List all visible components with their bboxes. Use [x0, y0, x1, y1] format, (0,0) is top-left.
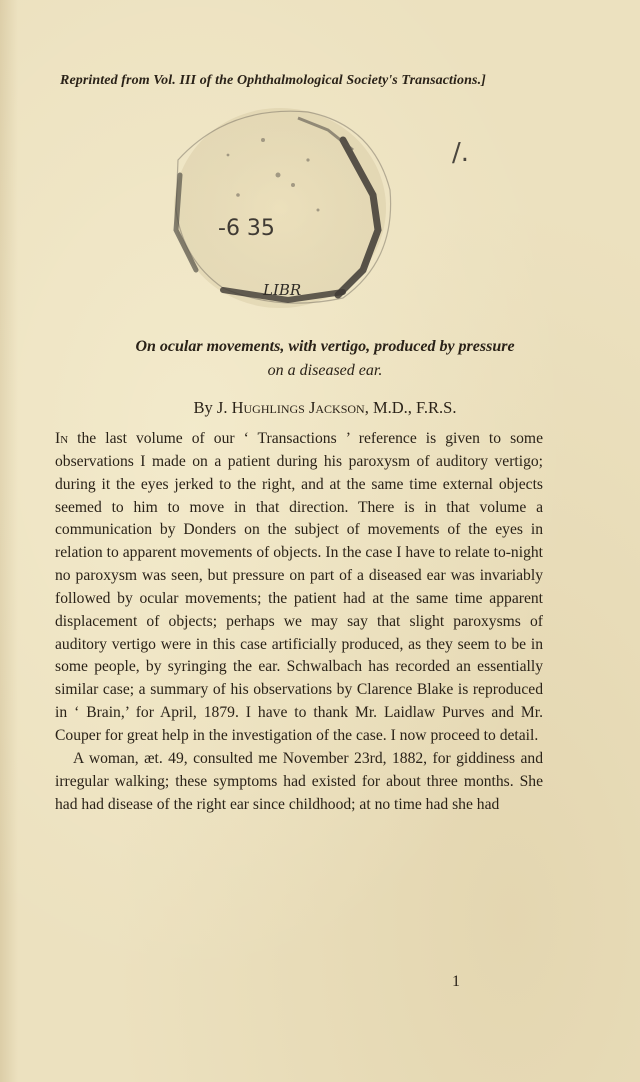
article-title-line1: On ocular movements, with vertigo, produced by pressure	[135, 338, 515, 355]
paragraph-1	[55, 428, 543, 748]
stamp-library-text: LIBR	[263, 281, 302, 299]
page-number: 1	[452, 973, 460, 990]
author-byline	[60, 398, 590, 418]
reprint-header: Reprinted from Vol. III of the Ophthalmological Society's Transactions.]	[60, 73, 486, 88]
article-body	[55, 428, 543, 816]
library-stamp-icon	[168, 100, 398, 315]
paragraph-1-text: the last volume of our ‘ Transactions ’ reference is given to some observations I made on a patient during his paroxysm of auditory vertigo; during it the eyes jerked to the right, and at the same time external objects seemed to him to move in that direction. There is in that volume a communication by Donders on the subject of movements of the eyes in relation to apparent movements of objects. In the case I have to relate to-night no paroxysm was seen, but pressure on part of a diseased ear was invariably followed by ocular movements; the patient had at the same time apparent displacement of objects; perhaps we may say that slight paroxysms of auditory vertigo were in this case artificially produced, as they seem to be in some people, by syringing the ear. Schwalbach has recorded an essentially similar case; a summary of his observations by Clarence Blake is reproduced in ‘ Brain,’ for April, 1879. I have to thank Mr. Laidlaw Purves and Mr. Couper for great help in the investigation of the case. I now proceed to detail.	[55, 430, 543, 744]
stamp-number-text: -6 35	[218, 216, 275, 241]
byline-prefix: By J.	[193, 398, 232, 417]
article-title	[60, 335, 590, 383]
author-name: Hughlings Jackson	[231, 398, 365, 417]
page-mark: /.	[452, 138, 470, 168]
paragraph-1-lead: In	[55, 430, 69, 447]
article-title-line2: on a diseased ear.	[267, 362, 383, 379]
byline-suffix: , M.D., F.R.S.	[364, 398, 457, 417]
paragraph-2: A woman, æt. 49, consulted me November 23rd, 1882, for giddiness and irregular walking; these symptoms had existed for about three months. She had had disease of the right ear since childhood; at no time had she had	[55, 749, 543, 813]
